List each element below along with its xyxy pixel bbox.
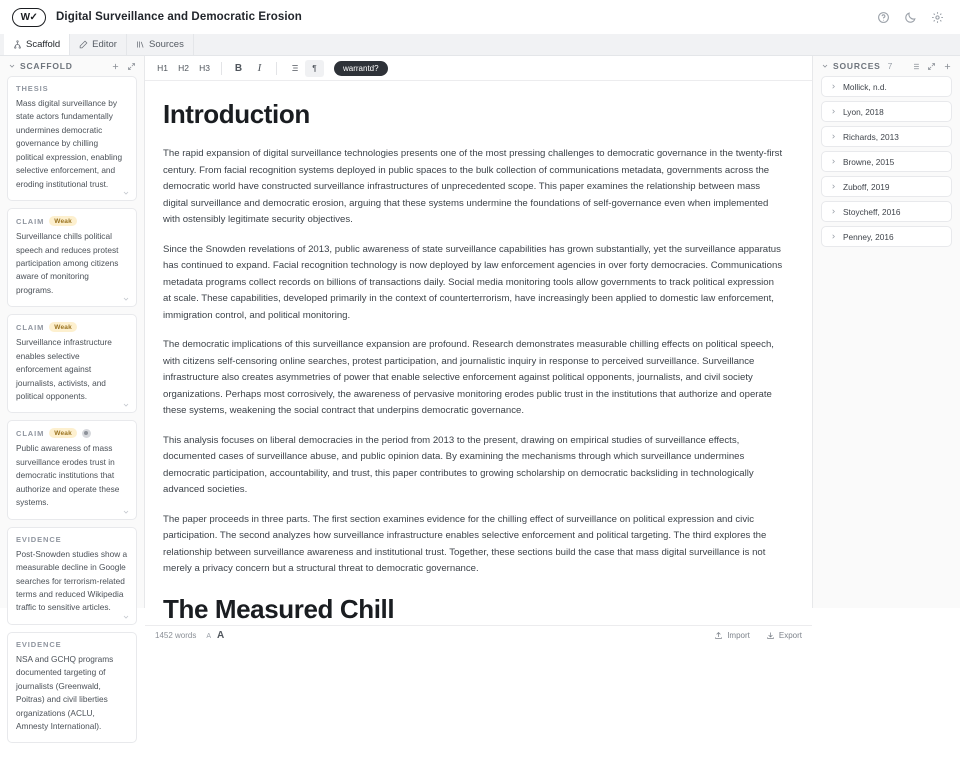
heading-2-button[interactable] [174, 60, 193, 77]
list-button[interactable] [284, 60, 303, 77]
status-badge: Weak [49, 216, 77, 226]
plus-icon[interactable] [943, 62, 952, 71]
editor-content-area[interactable] [145, 81, 812, 625]
topbar-icon-group [877, 11, 944, 24]
paragraph-1: The rapid expansion of digital surveillance technologies presents one of the most pressing challenges to democratic governance in the twenty-first century. From facial recognition systems deployed in public spaces to the bulk collection of communications metadata, governments across the democratic world have constructed surveillance infrastructures of unprecedented scope. This paper examines the relationship between mass digital surveillance and democratic erosion, arguing that these systems undermine the foundations of self-governance even when implemented with ostensibly legitimate security objectives. [163, 148, 783, 225]
status-badge: Weak [49, 428, 77, 438]
heading-3-label: H3 [199, 63, 210, 73]
download-icon [766, 631, 775, 640]
hierarchy-icon [13, 40, 22, 49]
tab-editor[interactable] [70, 34, 127, 55]
scaffold-card-claim-1[interactable] [7, 208, 137, 307]
source-label: Penney, 2016 [843, 231, 894, 242]
font-decrease-button[interactable]: A [206, 632, 212, 640]
chevron-down-icon[interactable] [821, 62, 829, 70]
list-item[interactable] [821, 126, 952, 147]
chevron-right-icon [830, 133, 837, 140]
card-header [16, 640, 128, 649]
paragraph-label: ¶ [312, 63, 317, 73]
card-header [16, 216, 128, 226]
sources-count: 7 [887, 61, 893, 71]
status-bar-actions [714, 631, 802, 640]
sources-header [813, 56, 960, 76]
source-label: Stoycheff, 2016 [843, 206, 901, 217]
editor-toolbar [145, 56, 812, 81]
tag-pill-warrantd[interactable]: warrantd? [334, 61, 388, 76]
card-kind-label: EVIDENCE [16, 534, 62, 544]
chevron-right-icon [830, 233, 837, 240]
upload-icon [714, 631, 723, 640]
gear-icon[interactable] [931, 11, 944, 24]
heading-1-label: H1 [157, 63, 168, 73]
chevron-right-icon [830, 158, 837, 165]
italic-button[interactable] [250, 60, 269, 77]
editor-panel [145, 56, 812, 641]
card-kind-label: CLAIM [16, 428, 45, 438]
expand-diagonal-icon[interactable] [127, 62, 136, 71]
source-label: Zuboff, 2019 [843, 181, 890, 192]
list-item[interactable] [821, 201, 952, 222]
list-item[interactable] [821, 76, 952, 97]
card-body-text: Post-Snowden studies show a measurable decline in Google searches for terrorism-related terms and reduced Wikipedia traffic to sensitive articles. [16, 548, 128, 613]
expand-diagonal-icon[interactable] [927, 62, 936, 71]
sources-title: SOURCES [833, 61, 881, 71]
chevron-right-icon [830, 183, 837, 190]
list-item[interactable] [821, 151, 952, 172]
tab-scaffold[interactable] [4, 34, 70, 55]
scaffold-panel [0, 56, 145, 731]
heading-3-button[interactable] [195, 60, 214, 77]
import-label: Import [727, 630, 750, 640]
scaffold-card-evidence-2[interactable] [7, 632, 137, 744]
source-label: Richards, 2013 [843, 131, 899, 142]
chevron-down-icon[interactable] [122, 401, 130, 409]
card-header [16, 535, 128, 544]
paragraph-5: The paper proceeds in three parts. The first section examines evidence for the chilling effect of surveillance on political expression and civic participation. The second analyzes how surveillance infrastructure enables selective enforcement and political targeting. The third explores the relationship between surveillance awareness and institutional trust. Together, these sections build the case that mass digital surveillance is not merely a privacy concern but a structural threat to democratic governance. [163, 513, 767, 574]
toolbar-divider [276, 62, 277, 75]
card-body-text: Surveillance chills political speech and reduces protest participation among citizens aware of monitoring programs. [16, 231, 119, 295]
document-title: Digital Surveillance and Democratic Erosion [56, 11, 302, 23]
source-label: Lyon, 2018 [843, 106, 884, 117]
card-body-text: Surveillance infrastructure enables selective enforcement against journalists, activists, and political opponents. [16, 337, 112, 401]
bold-label: B [234, 62, 243, 74]
scaffold-card-claim-2[interactable] [7, 314, 137, 413]
card-body-text: Public awareness of mass surveillance erodes trust in democratic institutions that authorize and operate these systems. [16, 443, 120, 508]
pen-icon [79, 40, 88, 49]
card-header [16, 322, 128, 332]
chevron-down-icon[interactable] [122, 295, 130, 303]
chevron-right-icon [830, 208, 837, 215]
chevron-down-icon[interactable] [122, 508, 130, 516]
chevron-down-icon[interactable] [8, 62, 16, 70]
section-heading-measured-chill: The Measured Chill [163, 593, 395, 624]
library-icon [136, 40, 145, 49]
card-header [16, 84, 128, 93]
card-kind-label: CLAIM [16, 216, 45, 226]
paragraph-2: Since the Snowden revelations of 2013, public awareness of state surveillance capabilities has grown substantially, yet the surveillance apparatus has continued to expand. Facial recognition technology is now deployed by law enforcement agencies in over forty democracies. Communications metadata programs collect records on billions of transactions daily. Social media monitoring tools allow governments to track political expression at scale. These capabilities, developed primarily in the context of counterterrorism, have increasingly been applied to domestic law enforcement, immigration control, and political monitoring. [163, 243, 783, 321]
app-logo: W✓ [12, 8, 46, 27]
main-shell [0, 56, 960, 731]
chevron-right-icon [830, 83, 837, 90]
page-title: Introduction [163, 99, 310, 129]
sources-header-actions [911, 62, 952, 71]
heading-2-label: H2 [178, 63, 189, 73]
scaffold-card-evidence-1[interactable] [7, 527, 137, 625]
list-item[interactable] [821, 101, 952, 122]
card-kind-label: THESIS [16, 84, 49, 93]
scaffold-card-thesis[interactable] [7, 76, 137, 201]
font-increase-button[interactable]: A [217, 629, 225, 641]
list-view-icon[interactable] [911, 62, 920, 71]
card-header [16, 428, 128, 438]
paragraph-4: This analysis focuses on liberal democracies in the period from 2013 to the present, drawing on empirical studies of surveillance effects, documented cases of surveillance abuse, and public opinion data. By examining the mechanisms through which surveillance undermines democratic participation, accountability, and trust, this paper contributes to growing scholarship on democratic backsliding in technologically advanced societies. [163, 434, 754, 495]
toolbar-divider [221, 62, 222, 75]
moon-icon[interactable] [904, 11, 917, 24]
card-kind-label: EVIDENCE [16, 639, 62, 649]
card-body-text: NSA and GCHQ programs documented targeting of journalists (Greenwald, Poitras) and civil liberties organizations (ACLU, Amnesty International). [16, 653, 114, 731]
tab-editor-label: Editor [92, 39, 117, 50]
paragraph-3: The democratic implications of this surveillance expansion are profound. Research demonstrates measurable chilling effects on political speech, with citizens self-censoring online searches, protest participation, and journalistic inquiry in response to perceived surveillance. Surveillance infrastructure also creates asymmetries of power that enable selective enforcement against political opponents, journalists, and civil society organizations. Perhaps most corrosively, the awareness of pervasive monitoring erodes public trust in the institutions that authorize and operate these systems, weakening the social contract that underpins democratic governance. [163, 339, 774, 416]
list-item[interactable] [821, 176, 952, 197]
italic-label: I [257, 62, 262, 74]
chevron-down-icon[interactable] [122, 189, 130, 197]
chevron-right-icon [830, 108, 837, 115]
note-indicator-icon[interactable] [82, 429, 91, 438]
export-label: Export [778, 630, 802, 640]
import-button[interactable] [714, 631, 750, 640]
scaffold-title: SCAFFOLD [20, 61, 73, 71]
editor-content-inner [163, 99, 784, 625]
status-bar [145, 625, 812, 645]
list-icon [289, 63, 299, 73]
plus-icon[interactable] [111, 62, 120, 71]
card-kind-label: CLAIM [16, 322, 45, 332]
scaffold-header-actions [111, 62, 136, 71]
bold-button[interactable] [229, 60, 248, 77]
scaffold-header [0, 56, 144, 76]
export-button[interactable] [766, 631, 802, 640]
chevron-down-icon[interactable] [122, 613, 130, 621]
tab-sources-label: Sources [148, 39, 184, 50]
tab-scaffold-label: Scaffold [26, 39, 61, 50]
source-label: Mollick, n.d. [843, 81, 887, 92]
card-body-text: Mass digital surveillance by state actors fundamentally undermines democratic governance by chilling political expression, enabling selective enforcement, and eroding institutional trust. [16, 98, 123, 189]
paragraph-button[interactable] [305, 60, 324, 77]
tab-sources[interactable] [127, 34, 194, 55]
scaffold-card-list [0, 76, 144, 758]
font-size-controls [206, 630, 224, 641]
word-count: 1452 words [155, 630, 197, 640]
scaffold-card-claim-3[interactable] [7, 420, 137, 519]
sources-item-list [813, 76, 960, 608]
top-bar [0, 0, 960, 34]
list-item[interactable] [821, 226, 952, 247]
source-label: Browne, 2015 [843, 156, 895, 167]
tab-bar [0, 34, 960, 56]
status-badge: Weak [49, 322, 77, 332]
heading-1-button[interactable] [153, 60, 172, 77]
help-circle-icon[interactable] [877, 11, 890, 24]
sources-panel [812, 56, 960, 608]
